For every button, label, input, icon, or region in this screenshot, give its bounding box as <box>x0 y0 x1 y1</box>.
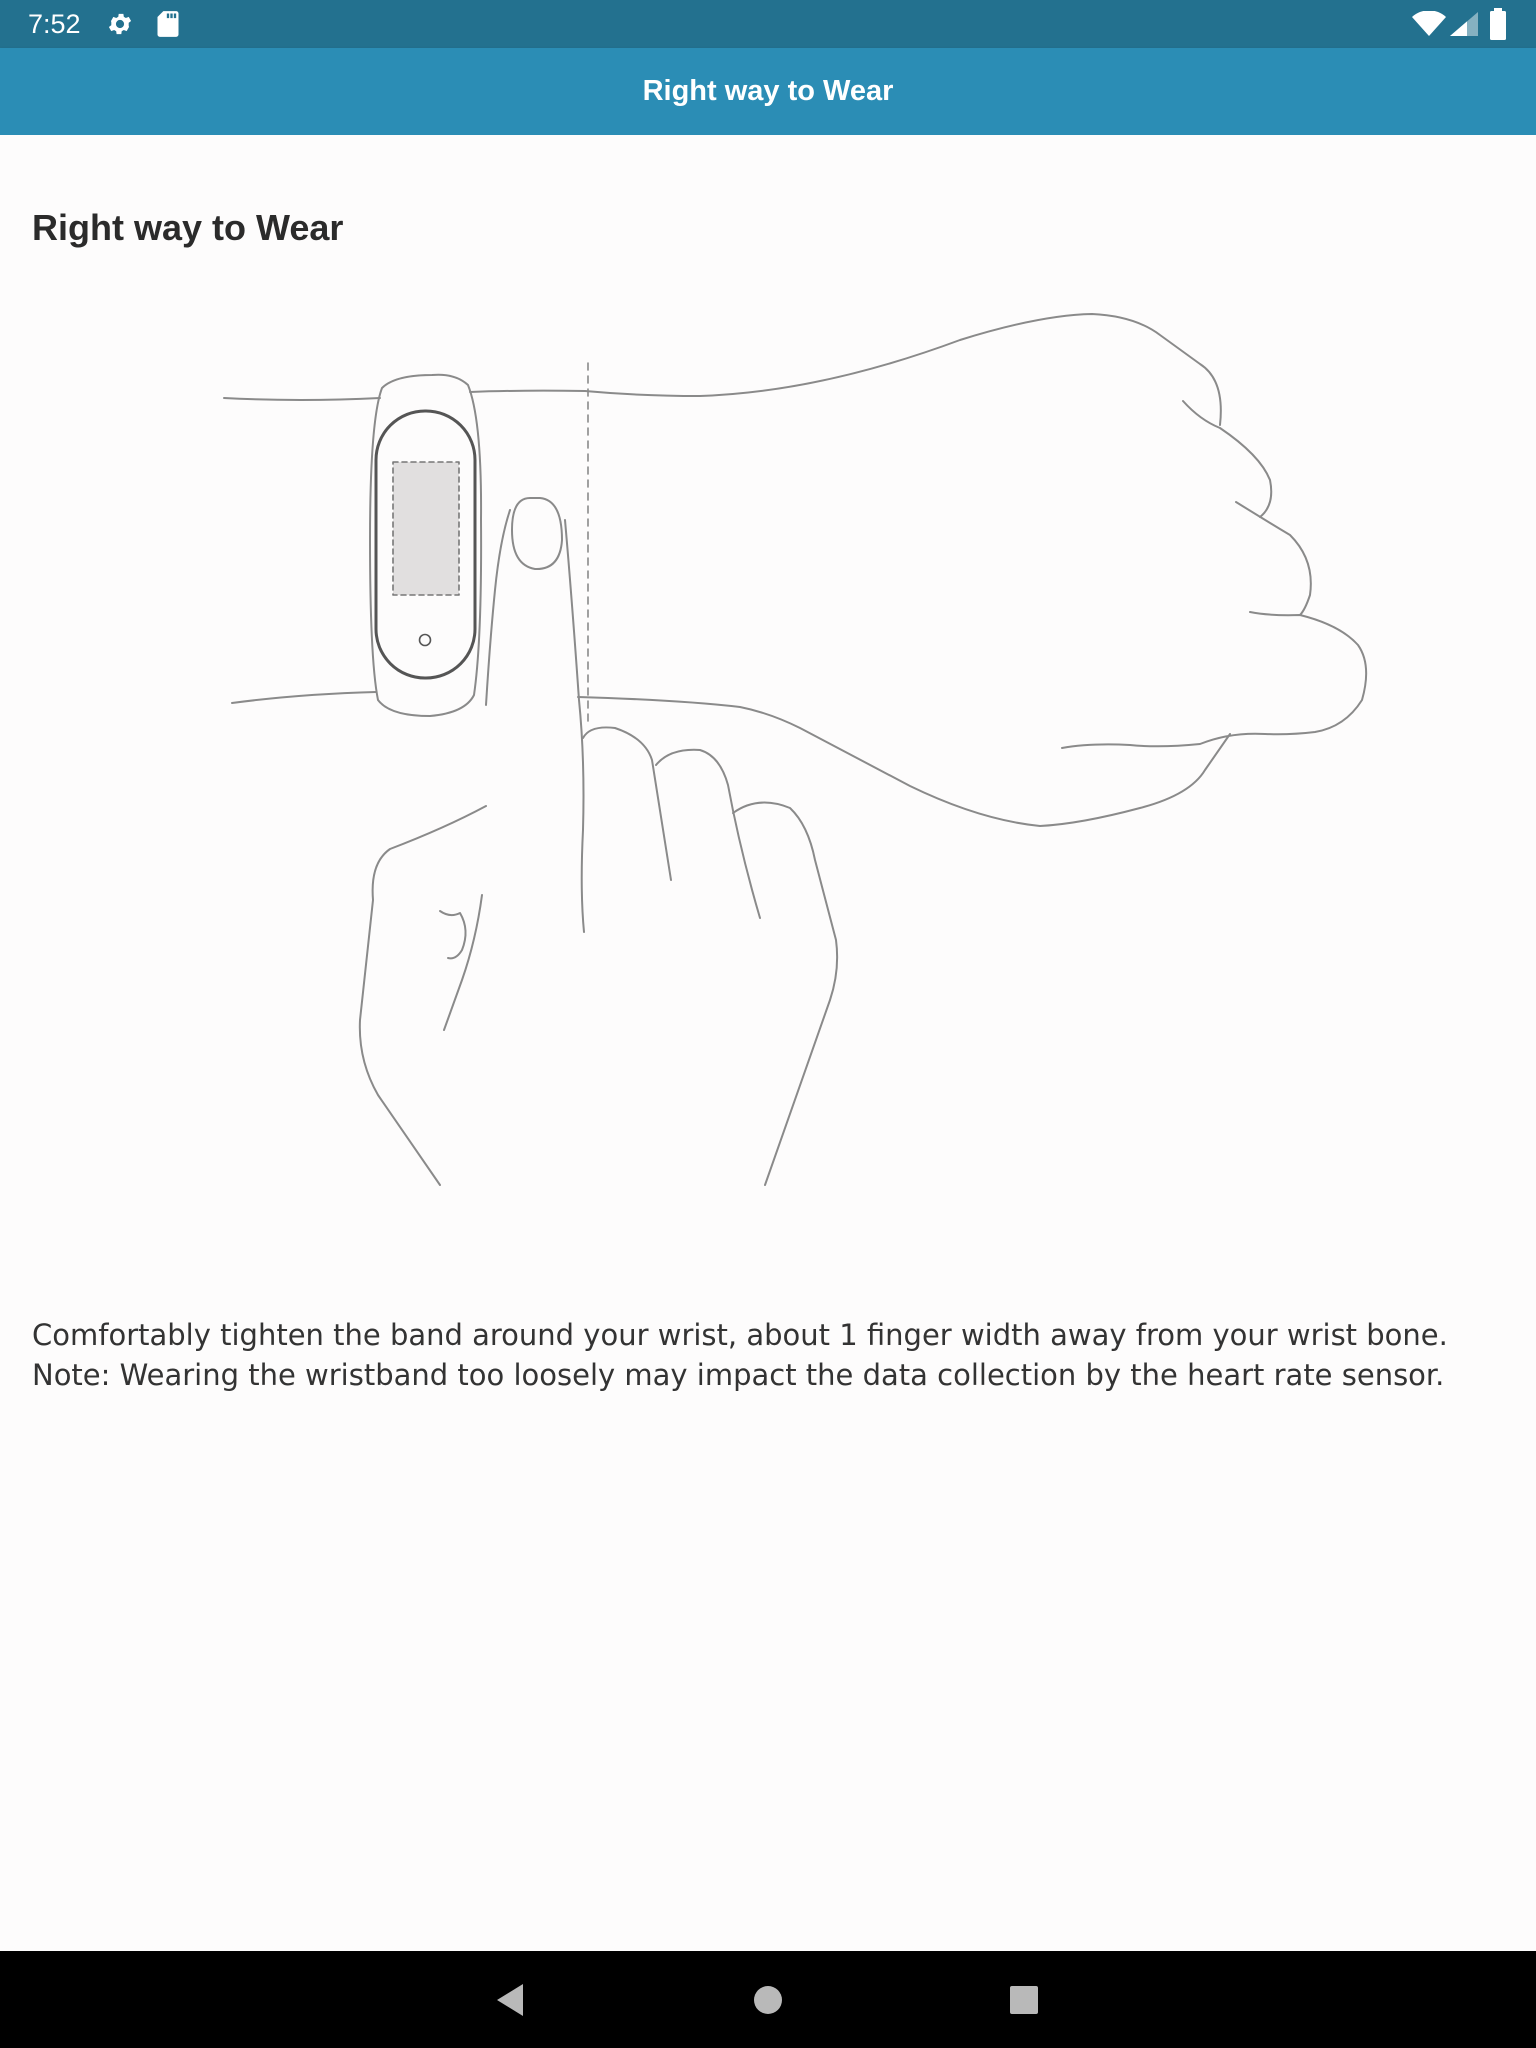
wrist-band-placement-illustration <box>210 300 1380 1330</box>
page-title: Right way to Wear <box>32 207 344 248</box>
recents-button[interactable] <box>976 1951 1072 2048</box>
recents-icon <box>1008 1984 1040 2016</box>
navigation-bar <box>0 1951 1536 2048</box>
instructions-text: Comfortably tighten the band around your wrist, about 1 finger width away from your wrist bone. Note: Wearing the wristband too loosely may impact the data collection by the heart rate sensor. <box>32 1318 1448 1392</box>
wifi-icon <box>1412 11 1446 37</box>
home-icon <box>752 1984 784 2016</box>
battery-icon <box>1490 8 1506 40</box>
content-area <box>0 135 1536 1951</box>
back-icon <box>494 1983 526 2017</box>
home-button[interactable] <box>720 1951 816 2048</box>
status-bar <box>0 0 1536 48</box>
app-bar-title: Right way to Wear <box>642 75 894 107</box>
gear-icon <box>106 10 134 38</box>
sd-card-icon <box>156 10 180 38</box>
back-button[interactable] <box>462 1951 558 2048</box>
cell-signal-icon <box>1450 12 1478 36</box>
app-bar <box>0 48 1536 135</box>
status-time: 7:52 <box>28 9 81 39</box>
